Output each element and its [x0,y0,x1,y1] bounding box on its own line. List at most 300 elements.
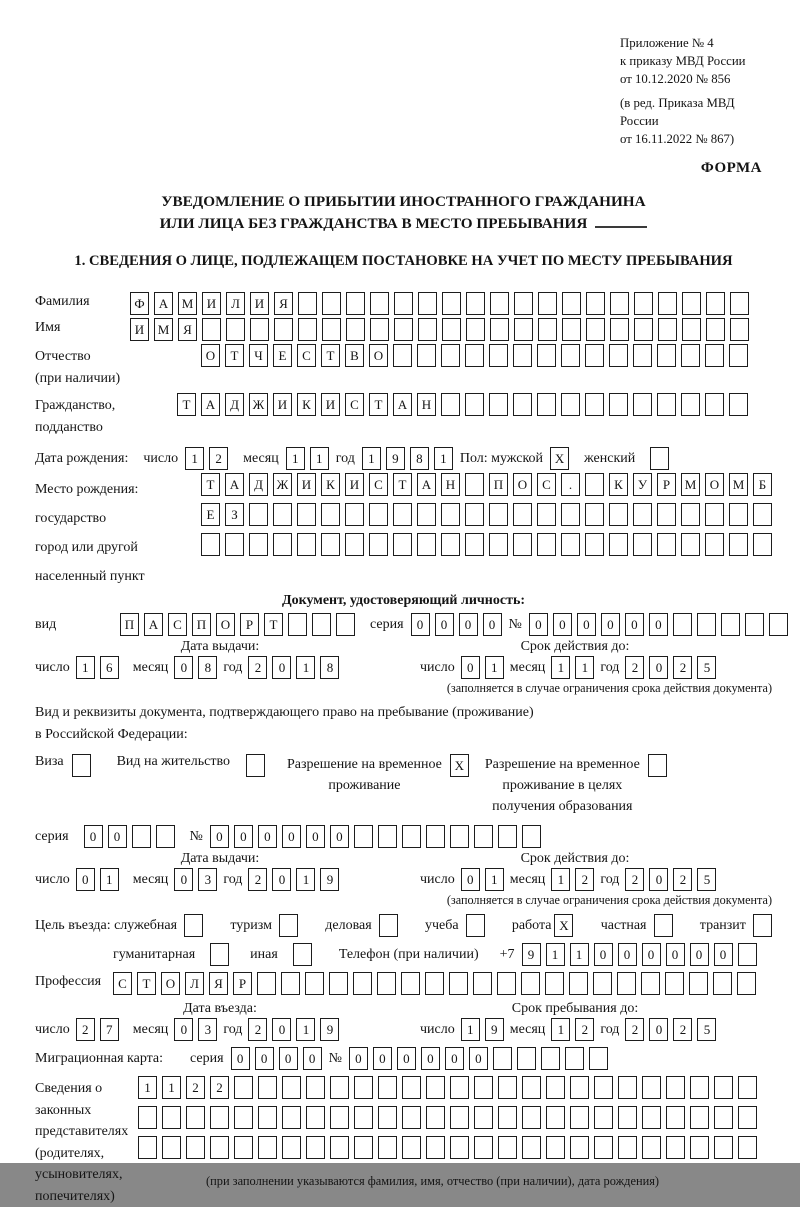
char-cell[interactable]: П [120,613,139,636]
char-cell[interactable]: 0 [625,613,644,636]
char-cell[interactable]: Т [321,344,340,367]
char-cell[interactable] [514,292,533,315]
char-cell[interactable] [330,1136,349,1159]
char-cell[interactable] [378,1106,397,1129]
char-cell[interactable] [322,318,341,341]
char-cell[interactable] [753,503,772,526]
char-cell[interactable] [658,318,677,341]
char-cell[interactable] [354,1106,373,1129]
char-cell[interactable] [274,318,293,341]
char-cell[interactable] [393,533,412,556]
purpose-official-checkbox[interactable] [184,914,203,937]
char-cell[interactable] [738,1106,757,1129]
char-cell[interactable] [418,318,437,341]
doc-type-input[interactable] [120,613,355,636]
char-cell[interactable] [617,972,636,995]
char-cell[interactable] [378,1136,397,1159]
char-cell[interactable] [658,292,677,315]
char-cell[interactable] [312,613,331,636]
char-cell[interactable]: 0 [411,613,430,636]
char-cell[interactable]: И [130,318,149,341]
char-cell[interactable] [282,1076,301,1099]
char-cell[interactable] [72,754,91,777]
char-cell[interactable]: 2 [248,868,267,891]
char-cell[interactable]: 0 [258,825,277,848]
char-cell[interactable] [541,1047,560,1070]
char-cell[interactable] [297,533,316,556]
char-cell[interactable] [681,503,700,526]
char-cell[interactable] [517,1047,536,1070]
char-cell[interactable]: Я [274,292,293,315]
char-cell[interactable] [258,1076,277,1099]
permit-valid-month-input[interactable] [551,868,594,891]
entry-day-input[interactable] [76,1018,119,1041]
char-cell[interactable]: С [369,473,388,496]
char-cell[interactable] [138,1136,157,1159]
char-cell[interactable]: А [144,613,163,636]
char-cell[interactable]: 1 [551,656,570,679]
char-cell[interactable]: М [681,473,700,496]
char-cell[interactable] [641,972,660,995]
char-cell[interactable]: А [154,292,173,315]
char-cell[interactable]: 0 [461,656,480,679]
char-cell[interactable] [426,1106,445,1129]
char-cell[interactable] [585,473,604,496]
char-cell[interactable] [738,1076,757,1099]
char-cell[interactable] [162,1136,181,1159]
char-cell[interactable] [648,754,667,777]
char-cell[interactable]: 1 [434,447,453,470]
char-cell[interactable] [721,613,740,636]
char-cell[interactable] [537,503,556,526]
char-cell[interactable] [202,318,221,341]
char-cell[interactable] [234,1136,253,1159]
char-cell[interactable] [730,292,749,315]
char-cell[interactable]: 0 [76,868,95,891]
char-cell[interactable]: И [202,292,221,315]
char-cell[interactable] [489,503,508,526]
char-cell[interactable]: К [321,473,340,496]
char-cell[interactable] [522,825,541,848]
char-cell[interactable] [249,503,268,526]
char-cell[interactable]: 0 [649,868,668,891]
permit-number-input[interactable] [210,825,541,848]
char-cell[interactable] [257,972,276,995]
profession-input[interactable] [113,972,756,995]
char-cell[interactable]: 7 [100,1018,119,1041]
char-cell[interactable] [489,393,508,416]
char-cell[interactable] [465,533,484,556]
char-cell[interactable] [569,972,588,995]
char-cell[interactable] [738,1136,757,1159]
char-cell[interactable]: И [250,292,269,315]
char-cell[interactable] [466,318,485,341]
char-cell[interactable]: 2 [625,868,644,891]
char-cell[interactable] [609,344,628,367]
purpose-work-checkbox[interactable] [554,914,573,937]
char-cell[interactable] [474,1106,493,1129]
char-cell[interactable]: Р [240,613,259,636]
permit-valid-year-input[interactable] [625,868,716,891]
purpose-transit-checkbox[interactable] [753,914,772,937]
char-cell[interactable] [666,1106,685,1129]
char-cell[interactable] [402,1106,421,1129]
char-cell[interactable]: И [321,393,340,416]
char-cell[interactable] [498,825,517,848]
char-cell[interactable]: 1 [296,1018,315,1041]
char-cell[interactable] [465,344,484,367]
char-cell[interactable]: 1 [286,447,305,470]
char-cell[interactable] [234,1076,253,1099]
char-cell[interactable] [538,292,557,315]
char-cell[interactable] [618,1136,637,1159]
char-cell[interactable] [642,1136,661,1159]
char-cell[interactable]: 1 [162,1076,181,1099]
char-cell[interactable] [425,972,444,995]
char-cell[interactable] [666,1136,685,1159]
char-cell[interactable] [210,943,229,966]
char-cell[interactable]: 8 [410,447,429,470]
char-cell[interactable] [546,1106,565,1129]
char-cell[interactable]: О [201,344,220,367]
char-cell[interactable] [282,1106,301,1129]
char-cell[interactable] [288,613,307,636]
char-cell[interactable] [489,344,508,367]
char-cell[interactable] [537,533,556,556]
char-cell[interactable]: 0 [84,825,103,848]
char-cell[interactable] [561,503,580,526]
doc-number-input[interactable] [529,613,788,636]
char-cell[interactable] [449,972,468,995]
char-cell[interactable]: . [561,473,580,496]
char-cell[interactable]: О [216,613,235,636]
doc-series-input[interactable] [411,613,502,636]
permit-issue-day-input[interactable] [76,868,119,891]
char-cell[interactable]: 8 [320,656,339,679]
char-cell[interactable] [298,318,317,341]
char-cell[interactable] [426,1076,445,1099]
char-cell[interactable]: 2 [673,1018,692,1041]
char-cell[interactable] [729,344,748,367]
char-cell[interactable] [306,1076,325,1099]
char-cell[interactable] [570,1106,589,1129]
doc-issue-year-input[interactable] [248,656,339,679]
char-cell[interactable] [585,393,604,416]
char-cell[interactable]: 0 [445,1047,464,1070]
char-cell[interactable]: Т [177,393,196,416]
char-cell[interactable] [330,1076,349,1099]
char-cell[interactable]: 1 [551,868,570,891]
char-cell[interactable]: 2 [210,1076,229,1099]
char-cell[interactable] [273,503,292,526]
char-cell[interactable] [538,318,557,341]
temp-residence-checkbox[interactable] [450,754,469,777]
char-cell[interactable]: 0 [255,1047,274,1070]
char-cell[interactable]: О [161,972,180,995]
char-cell[interactable] [297,503,316,526]
char-cell[interactable]: 0 [649,656,668,679]
doc-valid-year-input[interactable] [625,656,716,679]
char-cell[interactable] [493,1047,512,1070]
char-cell[interactable]: Р [657,473,676,496]
char-cell[interactable] [322,292,341,315]
char-cell[interactable] [417,533,436,556]
char-cell[interactable] [618,1106,637,1129]
char-cell[interactable] [769,613,788,636]
char-cell[interactable] [729,533,748,556]
char-cell[interactable] [473,972,492,995]
char-cell[interactable] [594,1106,613,1129]
char-cell[interactable] [657,344,676,367]
char-cell[interactable]: Н [417,393,436,416]
char-cell[interactable]: 0 [601,613,620,636]
char-cell[interactable] [586,292,605,315]
char-cell[interactable]: Б [753,473,772,496]
char-cell[interactable]: X [450,754,469,777]
char-cell[interactable] [201,533,220,556]
char-cell[interactable] [441,503,460,526]
sex-female-checkbox[interactable] [650,447,669,470]
char-cell[interactable]: Ф [130,292,149,315]
char-cell[interactable]: Ж [249,393,268,416]
permit-issue-month-input[interactable] [174,868,217,891]
char-cell[interactable]: Я [178,318,197,341]
char-cell[interactable]: 0 [272,656,291,679]
char-cell[interactable] [184,914,203,937]
purpose-business-checkbox[interactable] [379,914,398,937]
char-cell[interactable] [730,318,749,341]
char-cell[interactable] [589,1047,608,1070]
char-cell[interactable] [642,1106,661,1129]
char-cell[interactable] [546,1136,565,1159]
char-cell[interactable] [282,1136,301,1159]
char-cell[interactable] [426,825,445,848]
char-cell[interactable]: 0 [714,943,733,966]
char-cell[interactable] [490,318,509,341]
char-cell[interactable]: М [178,292,197,315]
char-cell[interactable] [369,503,388,526]
char-cell[interactable]: 5 [697,868,716,891]
char-cell[interactable]: 1 [76,656,95,679]
char-cell[interactable] [705,533,724,556]
char-cell[interactable] [633,533,652,556]
char-cell[interactable] [450,1136,469,1159]
char-cell[interactable]: 0 [577,613,596,636]
char-cell[interactable] [513,393,532,416]
char-cell[interactable]: И [345,473,364,496]
char-cell[interactable]: Д [249,473,268,496]
birthplace-row3-input[interactable] [201,533,772,556]
char-cell[interactable]: 0 [649,613,668,636]
char-cell[interactable]: А [225,473,244,496]
char-cell[interactable] [466,914,485,937]
char-cell[interactable] [705,393,724,416]
char-cell[interactable]: К [297,393,316,416]
char-cell[interactable]: Ж [273,473,292,496]
char-cell[interactable] [561,393,580,416]
char-cell[interactable] [714,1076,733,1099]
char-cell[interactable]: К [609,473,628,496]
char-cell[interactable] [689,972,708,995]
char-cell[interactable] [465,473,484,496]
char-cell[interactable]: 1 [362,447,381,470]
char-cell[interactable]: 0 [618,943,637,966]
char-cell[interactable]: А [201,393,220,416]
char-cell[interactable] [249,533,268,556]
char-cell[interactable] [498,1106,517,1129]
char-cell[interactable]: 2 [575,1018,594,1041]
char-cell[interactable] [345,533,364,556]
char-cell[interactable]: 0 [459,613,478,636]
char-cell[interactable]: О [369,344,388,367]
char-cell[interactable] [346,292,365,315]
birthplace-row2-input[interactable] [201,503,772,526]
char-cell[interactable] [633,344,652,367]
char-cell[interactable]: 1 [296,656,315,679]
stay-day-input[interactable] [461,1018,504,1041]
char-cell[interactable]: 2 [186,1076,205,1099]
entry-year-input[interactable] [248,1018,339,1041]
representatives-row3-input[interactable] [138,1136,757,1159]
char-cell[interactable]: 1 [296,868,315,891]
char-cell[interactable] [513,344,532,367]
char-cell[interactable] [258,1106,277,1129]
char-cell[interactable] [225,533,244,556]
sex-male-checkbox[interactable] [550,447,569,470]
char-cell[interactable] [514,318,533,341]
char-cell[interactable] [441,344,460,367]
char-cell[interactable] [562,318,581,341]
temp-edu-checkbox[interactable] [648,754,667,777]
char-cell[interactable] [690,1106,709,1129]
char-cell[interactable] [441,393,460,416]
char-cell[interactable] [450,1076,469,1099]
char-cell[interactable] [738,943,757,966]
char-cell[interactable] [657,393,676,416]
char-cell[interactable] [665,972,684,995]
char-cell[interactable] [186,1106,205,1129]
char-cell[interactable] [565,1047,584,1070]
char-cell[interactable] [246,754,265,777]
char-cell[interactable]: 1 [138,1076,157,1099]
char-cell[interactable]: 5 [697,1018,716,1041]
char-cell[interactable]: Т [137,972,156,995]
char-cell[interactable]: 9 [320,868,339,891]
birth-month-input[interactable] [286,447,329,470]
char-cell[interactable] [681,393,700,416]
purpose-other-checkbox[interactable] [293,943,312,966]
char-cell[interactable]: 0 [435,613,454,636]
char-cell[interactable] [513,533,532,556]
char-cell[interactable] [586,318,605,341]
char-cell[interactable]: У [633,473,652,496]
char-cell[interactable] [753,533,772,556]
char-cell[interactable]: С [168,613,187,636]
char-cell[interactable]: З [225,503,244,526]
char-cell[interactable] [426,1136,445,1159]
char-cell[interactable]: 0 [642,943,661,966]
char-cell[interactable] [378,1076,397,1099]
char-cell[interactable]: 2 [248,1018,267,1041]
char-cell[interactable]: 0 [108,825,127,848]
char-cell[interactable]: 0 [649,1018,668,1041]
char-cell[interactable] [226,318,245,341]
char-cell[interactable] [162,1106,181,1129]
char-cell[interactable] [186,1136,205,1159]
char-cell[interactable] [753,914,772,937]
char-cell[interactable]: Е [273,344,292,367]
char-cell[interactable] [522,1136,541,1159]
char-cell[interactable] [666,1076,685,1099]
char-cell[interactable] [402,1136,421,1159]
char-cell[interactable] [370,292,389,315]
char-cell[interactable]: 0 [231,1047,250,1070]
char-cell[interactable]: 0 [282,825,301,848]
char-cell[interactable] [705,344,724,367]
char-cell[interactable] [737,972,756,995]
char-cell[interactable]: 0 [174,656,193,679]
char-cell[interactable] [729,503,748,526]
char-cell[interactable]: 1 [551,1018,570,1041]
char-cell[interactable]: 0 [174,868,193,891]
char-cell[interactable] [681,533,700,556]
char-cell[interactable]: 0 [461,868,480,891]
char-cell[interactable] [138,1106,157,1129]
char-cell[interactable]: С [345,393,364,416]
char-cell[interactable] [673,613,692,636]
char-cell[interactable] [633,503,652,526]
doc-issue-day-input[interactable] [76,656,119,679]
char-cell[interactable] [305,972,324,995]
char-cell[interactable]: В [345,344,364,367]
char-cell[interactable]: 0 [349,1047,368,1070]
char-cell[interactable] [642,1076,661,1099]
char-cell[interactable] [450,1106,469,1129]
char-cell[interactable]: 1 [185,447,204,470]
char-cell[interactable] [561,533,580,556]
char-cell[interactable]: 2 [209,447,228,470]
char-cell[interactable] [156,825,175,848]
char-cell[interactable] [682,292,701,315]
char-cell[interactable]: Т [393,473,412,496]
char-cell[interactable] [346,318,365,341]
entry-month-input[interactable] [174,1018,217,1041]
char-cell[interactable]: 2 [625,1018,644,1041]
char-cell[interactable]: 2 [575,868,594,891]
char-cell[interactable]: Л [226,292,245,315]
char-cell[interactable]: 1 [485,656,504,679]
char-cell[interactable] [714,1106,733,1129]
char-cell[interactable] [745,613,764,636]
char-cell[interactable]: П [192,613,211,636]
char-cell[interactable]: X [554,914,573,937]
char-cell[interactable]: О [513,473,532,496]
char-cell[interactable] [466,292,485,315]
char-cell[interactable]: Ч [249,344,268,367]
char-cell[interactable]: 6 [100,656,119,679]
char-cell[interactable]: 2 [248,656,267,679]
doc-issue-month-input[interactable] [174,656,217,679]
char-cell[interactable] [321,533,340,556]
char-cell[interactable] [353,972,372,995]
char-cell[interactable] [442,292,461,315]
char-cell[interactable] [729,393,748,416]
char-cell[interactable]: 0 [272,1018,291,1041]
char-cell[interactable] [634,292,653,315]
char-cell[interactable] [713,972,732,995]
purpose-study-checkbox[interactable] [466,914,485,937]
char-cell[interactable]: 9 [485,1018,504,1041]
